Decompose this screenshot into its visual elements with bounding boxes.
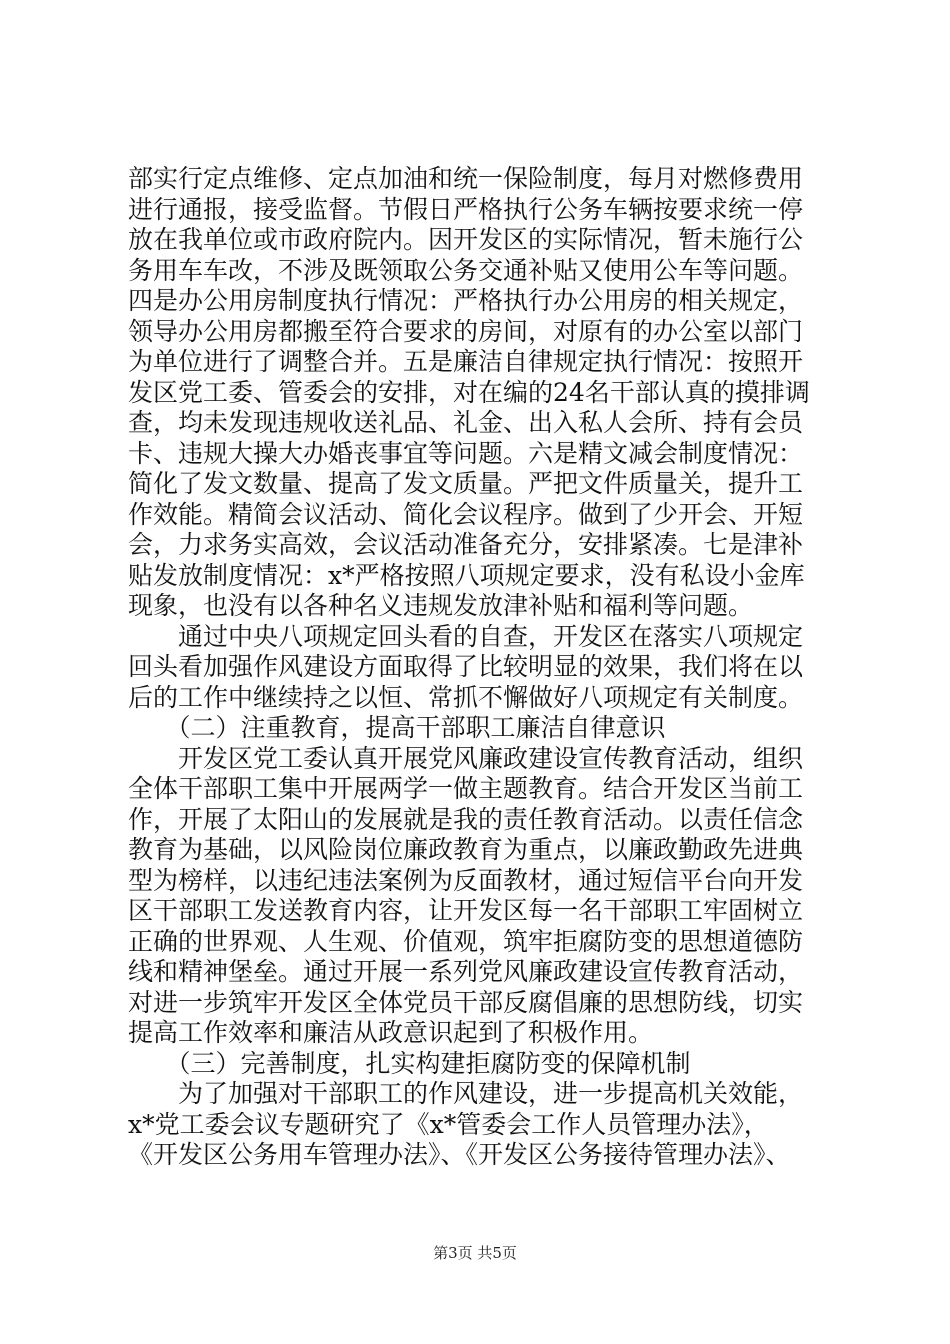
text-line: 领导办公用房都搬至符合要求的房间，对原有的办公室以部门 bbox=[128, 316, 804, 346]
text-line: 后的工作中继续持之以恒、常抓不懈做好八项规定有关制度。 bbox=[128, 682, 804, 712]
text-line: 现象，也没有以各种名义违规发放津补贴和福利等问题。 bbox=[128, 591, 754, 620]
text-line: 线和精神堡垒。通过开展一系列党风廉政建设宣传教育活动， bbox=[128, 957, 804, 986]
text-line: 型为榜样，以违纪违法案例为反面教材，通过短信平台向开发 bbox=[128, 865, 804, 895]
text-line: 全体干部职工集中开展两学一做主题教育。结合开发区当前工 bbox=[128, 774, 804, 803]
text-line: 作效能。精简会议活动、简化会议程序。做到了少开会、开短 bbox=[128, 499, 804, 529]
text-line: 《开发区公务用车管理办法》、《开发区公务接待管理办法》、 bbox=[128, 1140, 791, 1169]
text-line: 为单位进行了调整合并。五是廉洁自律规定执行情况：按照开 bbox=[128, 347, 804, 376]
page-number: 第3页 共5页 bbox=[433, 1244, 517, 1262]
text-line: 为了加强对干部职工的作风建设，进一步提高机关效能， bbox=[128, 1079, 804, 1108]
text-line: 务用车车改，不涉及既领取公务交通补贴又使用公车等问题。 bbox=[128, 255, 804, 285]
body-text bbox=[128, 164, 848, 1171]
text-line: x*党工委会议专题研究了《x*管委会工作人员管理办法》， bbox=[128, 1109, 769, 1139]
text-line: 贴发放制度情况：x*严格按照八项规定要求，没有私设小金库 bbox=[128, 560, 805, 590]
text-line: 会，力求务实高效，会议活动准备充分，安排紧凑。七是津补 bbox=[128, 530, 804, 559]
text-line: 对进一步筑牢开发区全体党员干部反腐倡廉的思想防线，切实 bbox=[128, 987, 804, 1017]
text-line: 发区党工委、管委会的安排，对在编的24名干部认真的摸排调 bbox=[128, 377, 810, 407]
text-line: 回头看加强作风建设方面取得了比较明显的效果，我们将在以 bbox=[128, 652, 804, 681]
text-line: 通过中央八项规定回头看的自查，开发区在落实八项规定 bbox=[128, 621, 804, 651]
text-line: 区干部职工发送教育内容，让开发区每一名干部职工牢固树立 bbox=[128, 896, 804, 925]
text-line: 放在我单位或市政府院内。因开发区的实际情况，暂未施行公 bbox=[128, 225, 804, 254]
page-footer bbox=[0, 1243, 950, 1263]
text-line: 教育为基础，以风险岗位廉政教育为重点，以廉政勤政先进典 bbox=[128, 835, 804, 864]
text-line: 作，开展了太阳山的发展就是我的责任教育活动。以责任信念 bbox=[128, 804, 804, 834]
text-line: 查，均未发现违规收送礼品、礼金、出入私人会所、持有会员 bbox=[128, 408, 804, 437]
section-heading: （二）注重教育，提高干部职工廉洁自律意识 bbox=[128, 713, 666, 742]
text-line: 开发区党工委认真开展党风廉政建设宣传教育活动，组织 bbox=[128, 743, 804, 773]
text-line: 提高工作效率和廉洁从政意识起到了积极作用。 bbox=[128, 1018, 654, 1047]
section-heading: （三）完善制度，扎实构建拒腐防变的保障机制 bbox=[128, 1048, 691, 1078]
text-line: 部实行定点维修、定点加油和统一保险制度，每月对燃修费用 bbox=[128, 164, 804, 193]
text-line: 卡、违规大操大办婚丧事宜等问题。六是精文减会制度情况： bbox=[128, 438, 804, 468]
text-line: 简化了发文数量、提高了发文质量。严把文件质量关，提升工 bbox=[128, 469, 804, 498]
text-line: 进行通报，接受监督。节假日严格执行公务车辆按要求统一停 bbox=[128, 194, 804, 224]
text-line: 四是办公用房制度执行情况：严格执行办公用房的相关规定， bbox=[128, 286, 804, 315]
text-line: 正确的世界观、人生观、价值观，筑牢拒腐防变的思想道德防 bbox=[128, 926, 804, 956]
